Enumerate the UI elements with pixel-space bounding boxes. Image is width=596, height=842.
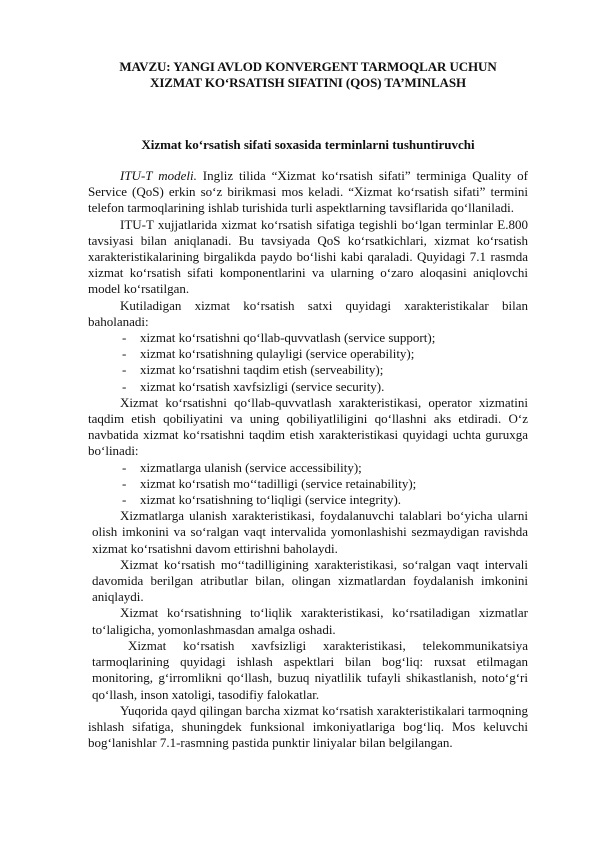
paragraph-itu-model bbox=[88, 168, 528, 217]
characteristics-list bbox=[88, 330, 528, 395]
list-item: - xizmatlarga ulanish (service accessibility); bbox=[88, 460, 528, 476]
paragraph-support: Xizmat ko‘rsatishni qo‘llab-quvvatlash xarakteristikasi, operator xizmatini taqdim etish qobiliyatini va uning qobiliyatliligini qo‘llashni aks etdiradi. O‘z navbatida xizmat ko‘rsatishni taqdim etish xarakteristikasi quyidagi uchta guruxga bo‘linadi: bbox=[88, 394, 528, 459]
paragraph-security: Xizmat ko‘rsatish xavfsizligi xarakteristikasi, telekommunikatsiya tarmoqlarining quyidagi ishlash aspektlari bilan bog‘liq: ruxsat etilmagan monitoring, g‘irromlikni qo‘llash, buzuq niyatlilik tufayli shikastlanish, noto‘g‘ri qo‘llash, inson xatoligi, tasodifiy falokatlar. bbox=[92, 637, 528, 702]
paragraph-integrity: Xizmat ko‘rsatishning to‘liqlik xarakteristikasi, ko‘rsatiladigan xizmatlar to‘laligicha, yomonlashmasdan amalga oshadi. bbox=[92, 605, 528, 637]
paragraph-expected-level: Kutiladigan xizmat ko‘rsatish satxi quyidagi xarakteristikalar bilan baholanadi: bbox=[88, 297, 528, 329]
list-item: - xizmat ko‘rsatishni qo‘llab-quvvatlash (service support); bbox=[88, 330, 528, 346]
list-item: - xizmat ko‘rsatishning qulayligi (service operability); bbox=[88, 346, 528, 362]
document-body bbox=[88, 168, 528, 751]
list-item: - xizmat ko‘rsatishni taqdim etish (serveability); bbox=[88, 362, 528, 378]
paragraph-e800: ITU-T xujjatlarida xizmat ko‘rsatish sifatiga tegishli bo‘lgan terminlar E.800 tavsiyasi bilan aniqlanadi. Bu tavsiyada QoS ko‘rsatkichlari, xizmat ko‘rsatish xarakteristikalarining birgalikda paydo bo‘lishi kabi qaraladi. Quyidagi 7.1 rasmda xizmat ko‘rsatish sifati komponentlarini va ularning o‘zaro aloqasini aniqlovchi model ko‘rsatilgan. bbox=[88, 216, 528, 297]
paragraph-accessibility: Xizmatlarga ulanish xarakteristikasi, foydalanuvchi talablari bo‘yicha ularni olish imkonini va so‘ralgan vaqt intervalida yomonlashishi sezmaydigan ravishda xizmat ko‘rsatishni davom ettirishni baholaydi. bbox=[92, 508, 528, 556]
list-item: - xizmat ko‘rsatish mo‘‘tadilligi (service retainability); bbox=[88, 476, 528, 492]
paragraph-text: Ingliz tilida “Xizmat ko‘rsatish sifati” terminiga Quality of Service (QoS) erkin so‘z birikmasi mos keladi. “Xizmat ko‘rsatish sifati” termini telefon tarmoqlarining ishlab turishida turli aspektlarning tavsiflarida qo‘llaniladi. bbox=[88, 168, 529, 216]
section-heading: Xizmat ko‘rsatish sifati soxasida terminlarni tushuntiruvchi bbox=[141, 137, 475, 152]
paragraph-retainability: Xizmat ko‘rsatish mo‘‘tadilligining xarakteristikasi, so‘ralgan vaqt intervali davomida berilgan atributlar bilan, olingan xizmatlardan foydalanish imkonini aniqlaydi. bbox=[92, 556, 528, 605]
page-title bbox=[88, 59, 528, 90]
paragraph-lead: ITU-T modeli. bbox=[120, 168, 197, 183]
title-line-2: XIZMAT KO‘RSATISH SIFATINI (QOS) TA’MINLASH bbox=[150, 74, 466, 90]
list-item: - xizmat ko‘rsatishning to‘liqligi (service integrity). bbox=[88, 492, 528, 508]
title-line-1: MAVZU: YANGI AVLOD KONVERGENT TARMOQLAR UCHUN bbox=[119, 59, 497, 74]
list-item: - xizmat ko‘rsatish xavfsizligi (service security). bbox=[88, 379, 528, 395]
paragraph-summary: Yuqorida qayd qilingan barcha xizmat ko‘rsatish xarakteristikalari tarmoqning ishlash sifatiga, shuningdek funksional imkoniyatlariga bog‘liq. Mos keluvchi bog‘lanishlar 7.1-rasmning pastida punktir liniyalar bilan belgilangan. bbox=[88, 702, 528, 751]
serveability-groups-list bbox=[88, 460, 528, 509]
